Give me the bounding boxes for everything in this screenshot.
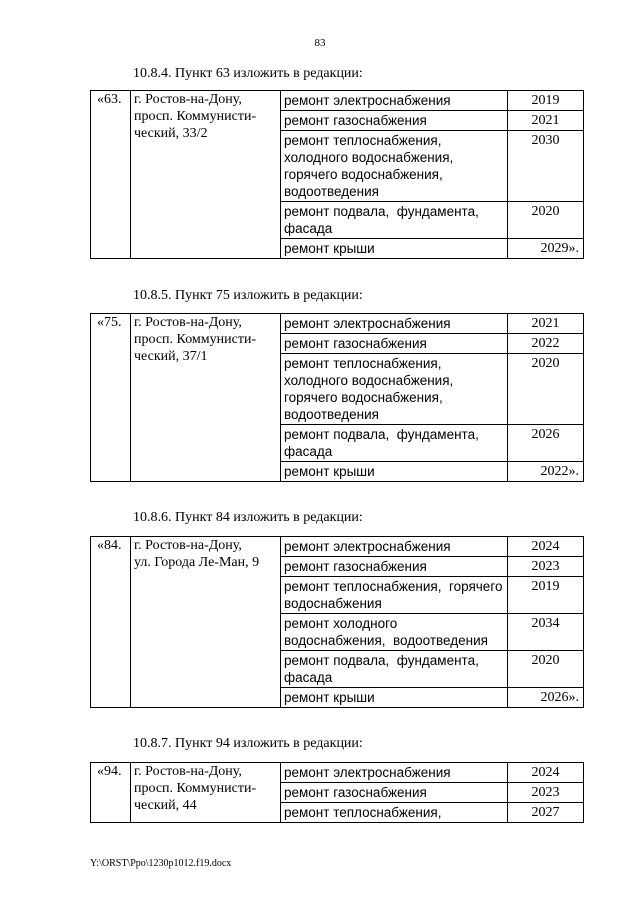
item-number: «94.: [91, 763, 131, 823]
item-address: г. Ростов-на-Дону, ул. Города Ле-Ман, 9: [131, 537, 281, 708]
works-table: [90, 762, 584, 823]
table-row: [91, 763, 584, 783]
year-cell: 2020: [508, 354, 584, 425]
table-row: [91, 537, 584, 557]
work-cell: ремонт электроснабжения: [281, 91, 508, 111]
year-cell: 2023: [508, 557, 584, 577]
year-cell: 2026».: [508, 688, 584, 708]
item-number: «84.: [91, 537, 131, 708]
work-cell: ремонт газоснабжения: [281, 334, 508, 354]
work-cell: ремонт газоснабжения: [281, 783, 508, 803]
year-cell: 2030: [508, 131, 584, 202]
year-cell: 2021: [508, 314, 584, 334]
work-cell: ремонт теплоснабжения,: [281, 803, 508, 823]
works-table: [90, 536, 584, 708]
work-cell: ремонт крыши: [281, 688, 508, 708]
section-heading: 10.8.6. Пункт 84 изложить в редакции:: [133, 510, 363, 525]
file-path-footer: Y:\ORST\Ppo\1230p1012.f19.docx: [90, 858, 232, 869]
work-cell: ремонт теплоснабжения, холодного водоснабжения, горячего водоснабжения, водоотведения: [281, 131, 508, 202]
year-cell: 2019: [508, 577, 584, 614]
section-heading: 10.8.4. Пункт 63 изложить в редакции:: [133, 66, 363, 81]
work-cell: ремонт электроснабжения: [281, 314, 508, 334]
work-cell: ремонт теплоснабжения, горячего водоснабжения: [281, 577, 508, 614]
year-cell: 2024: [508, 763, 584, 783]
work-cell: ремонт подвала, фундамента, фасада: [281, 202, 508, 239]
year-cell: 2029».: [508, 239, 584, 259]
item-address: г. Ростов-на-Дону, просп. Коммунисти- ческий, 37/1: [131, 314, 281, 482]
year-cell: 2024: [508, 537, 584, 557]
table-row: [91, 314, 584, 334]
work-cell: ремонт крыши: [281, 462, 508, 482]
item-number: «75.: [91, 314, 131, 482]
year-cell: 2026: [508, 425, 584, 462]
item-number: «63.: [91, 91, 131, 259]
work-cell: ремонт подвала, фундамента, фасада: [281, 651, 508, 688]
work-cell: ремонт подвала, фундамента, фасада: [281, 425, 508, 462]
section-heading: 10.8.7. Пункт 94 изложить в редакции:: [133, 736, 363, 751]
year-cell: 2020: [508, 202, 584, 239]
work-cell: ремонт газоснабжения: [281, 111, 508, 131]
year-cell: 2023: [508, 783, 584, 803]
item-address: г. Ростов-на-Дону, просп. Коммунисти- ческий, 33/2: [131, 91, 281, 259]
works-table: [90, 90, 584, 259]
work-cell: ремонт электроснабжения: [281, 763, 508, 783]
year-cell: 2020: [508, 651, 584, 688]
table-row: [91, 91, 584, 111]
year-cell: 2022».: [508, 462, 584, 482]
year-cell: 2034: [508, 614, 584, 651]
year-cell: 2019: [508, 91, 584, 111]
item-address: г. Ростов-на-Дону, просп. Коммунисти- ческий, 44: [131, 763, 281, 823]
year-cell: 2022: [508, 334, 584, 354]
section-heading: 10.8.5. Пункт 75 изложить в редакции:: [133, 288, 363, 303]
work-cell: ремонт холодного водоснабжения, водоотведения: [281, 614, 508, 651]
year-cell: 2027: [508, 803, 584, 823]
work-cell: ремонт электроснабжения: [281, 537, 508, 557]
works-table: [90, 313, 584, 482]
work-cell: ремонт теплоснабжения, холодного водоснабжения, горячего водоснабжения, водоотведения: [281, 354, 508, 425]
work-cell: ремонт крыши: [281, 239, 508, 259]
year-cell: 2021: [508, 111, 584, 131]
page-number: 83: [314, 37, 326, 49]
work-cell: ремонт газоснабжения: [281, 557, 508, 577]
